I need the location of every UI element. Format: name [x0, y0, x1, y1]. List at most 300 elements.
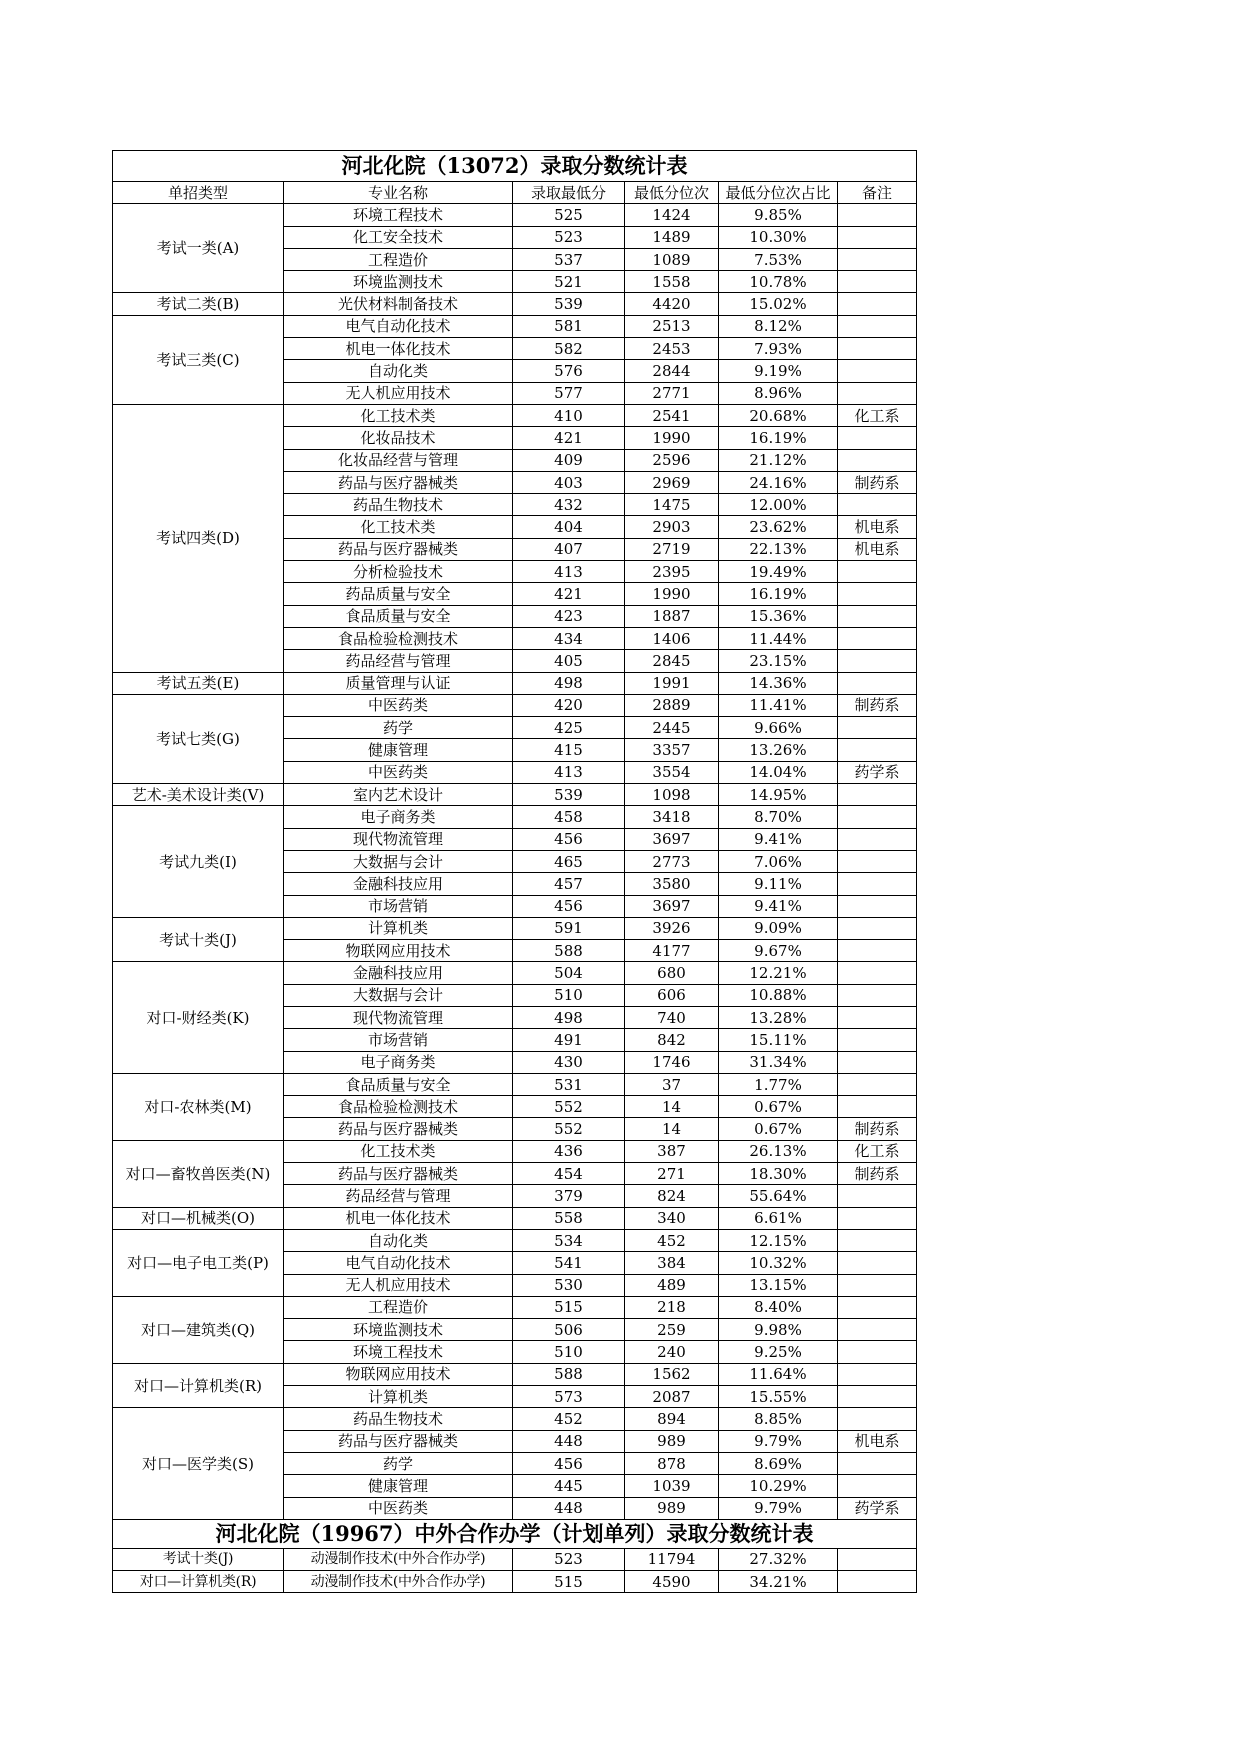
- rank-cell: 842: [625, 1029, 719, 1051]
- min-score-cell: 448: [513, 1430, 625, 1452]
- major-cell: 动漫制作技术(中外合作办学): [284, 1571, 513, 1593]
- rank-ratio-cell: 16.19%: [719, 583, 838, 605]
- min-score-cell: 498: [513, 672, 625, 694]
- rank-ratio-cell: 7.93%: [719, 338, 838, 360]
- rank-ratio-cell: 10.32%: [719, 1252, 838, 1274]
- table-row: [113, 694, 917, 716]
- rank-ratio-cell: 12.00%: [719, 494, 838, 516]
- min-score-cell: 456: [513, 828, 625, 850]
- note-cell: [838, 427, 917, 449]
- category-cell: 考试九类(I): [113, 806, 284, 917]
- min-score-cell: 454: [513, 1163, 625, 1185]
- category-cell: 对口-农林类(M): [113, 1073, 284, 1140]
- min-score-cell: 541: [513, 1252, 625, 1274]
- rank-ratio-cell: 9.79%: [719, 1497, 838, 1519]
- table-row: [113, 315, 917, 337]
- header-cell: 最低分位次: [625, 182, 719, 204]
- major-cell: 药品生物技术: [284, 494, 513, 516]
- rank-cell: 387: [625, 1140, 719, 1162]
- major-cell: 现代物流管理: [284, 1006, 513, 1028]
- rank-cell: 2596: [625, 449, 719, 471]
- note-cell: 制药系: [838, 694, 917, 716]
- major-cell: 大数据与会计: [284, 850, 513, 872]
- major-cell: 食品检验检测技术: [284, 1096, 513, 1118]
- note-cell: [838, 1296, 917, 1318]
- major-cell: 工程造价: [284, 248, 513, 270]
- note-cell: [838, 293, 917, 315]
- rank-cell: 1746: [625, 1051, 719, 1073]
- rank-cell: 3580: [625, 873, 719, 895]
- rank-ratio-cell: 9.41%: [719, 895, 838, 917]
- rank-ratio-cell: 11.44%: [719, 627, 838, 649]
- rank-cell: 2903: [625, 516, 719, 538]
- table-row: [113, 1207, 917, 1229]
- rank-ratio-cell: 9.66%: [719, 717, 838, 739]
- note-cell: [838, 917, 917, 939]
- rank-cell: 3697: [625, 895, 719, 917]
- rank-cell: 1089: [625, 248, 719, 270]
- major-cell: 环境监测技术: [284, 271, 513, 293]
- rank-cell: 878: [625, 1452, 719, 1474]
- category-cell: 考试二类(B): [113, 293, 284, 315]
- major-cell: 药品与医疗器械类: [284, 538, 513, 560]
- rank-cell: 37: [625, 1073, 719, 1095]
- note-cell: [838, 1229, 917, 1251]
- major-cell: 室内艺术设计: [284, 784, 513, 806]
- min-score-cell: 515: [513, 1571, 625, 1593]
- header-cell: 专业名称: [284, 182, 513, 204]
- rank-cell: 3418: [625, 806, 719, 828]
- rank-ratio-cell: 9.11%: [719, 873, 838, 895]
- category-cell: 艺术-美术设计类(V): [113, 784, 284, 806]
- min-score-cell: 576: [513, 360, 625, 382]
- rank-cell: 271: [625, 1163, 719, 1185]
- table-row: [113, 1548, 917, 1570]
- rank-cell: 1990: [625, 583, 719, 605]
- rank-ratio-cell: 13.28%: [719, 1006, 838, 1028]
- note-cell: [838, 1252, 917, 1274]
- rank-ratio-cell: 10.29%: [719, 1475, 838, 1497]
- note-cell: [838, 1207, 917, 1229]
- rank-cell: 2771: [625, 382, 719, 404]
- note-cell: [838, 1408, 917, 1430]
- min-score-cell: 410: [513, 404, 625, 426]
- table-row: [113, 672, 917, 694]
- major-cell: 动漫制作技术(中外合作办学): [284, 1548, 513, 1570]
- major-cell: 化妆品经营与管理: [284, 449, 513, 471]
- category-cell: 考试三类(C): [113, 315, 284, 404]
- score-sheet: [112, 150, 916, 1593]
- note-cell: [838, 1386, 917, 1408]
- rank-ratio-cell: 27.32%: [719, 1548, 838, 1570]
- note-cell: [838, 1073, 917, 1095]
- rank-cell: 1406: [625, 627, 719, 649]
- rank-ratio-cell: 22.13%: [719, 538, 838, 560]
- min-score-cell: 531: [513, 1073, 625, 1095]
- major-cell: 自动化类: [284, 360, 513, 382]
- category-cell: 对口-财经类(K): [113, 962, 284, 1073]
- rank-ratio-cell: 12.21%: [719, 962, 838, 984]
- min-score-cell: 534: [513, 1229, 625, 1251]
- min-score-cell: 523: [513, 1548, 625, 1570]
- major-cell: 化工安全技术: [284, 226, 513, 248]
- table-row: [113, 784, 917, 806]
- major-cell: 药品质量与安全: [284, 583, 513, 605]
- rank-ratio-cell: 9.85%: [719, 204, 838, 226]
- rank-ratio-cell: 10.30%: [719, 226, 838, 248]
- major-cell: 中医药类: [284, 694, 513, 716]
- rank-ratio-cell: 11.64%: [719, 1363, 838, 1385]
- note-cell: 制药系: [838, 1118, 917, 1140]
- rank-cell: 11794: [625, 1548, 719, 1570]
- min-score-cell: 434: [513, 627, 625, 649]
- rank-ratio-cell: 19.49%: [719, 561, 838, 583]
- min-score-cell: 539: [513, 293, 625, 315]
- table-row: [113, 1140, 917, 1162]
- major-cell: 化工技术类: [284, 1140, 513, 1162]
- rank-ratio-cell: 23.15%: [719, 650, 838, 672]
- rank-ratio-cell: 13.26%: [719, 739, 838, 761]
- note-cell: [838, 850, 917, 872]
- note-cell: [838, 650, 917, 672]
- min-score-cell: 458: [513, 806, 625, 828]
- rank-cell: 1990: [625, 427, 719, 449]
- category-cell: 对口—计算机类(R): [113, 1571, 284, 1593]
- rank-ratio-cell: 9.25%: [719, 1341, 838, 1363]
- note-cell: [838, 315, 917, 337]
- min-score-cell: 588: [513, 1363, 625, 1385]
- header-row: [113, 182, 917, 204]
- major-cell: 大数据与会计: [284, 984, 513, 1006]
- rank-ratio-cell: 24.16%: [719, 471, 838, 493]
- rank-ratio-cell: 8.40%: [719, 1296, 838, 1318]
- min-score-cell: 591: [513, 917, 625, 939]
- major-cell: 物联网应用技术: [284, 940, 513, 962]
- header-cell: 最低分位次占比: [719, 182, 838, 204]
- rank-cell: 989: [625, 1430, 719, 1452]
- min-score-cell: 552: [513, 1118, 625, 1140]
- rank-ratio-cell: 9.98%: [719, 1319, 838, 1341]
- major-cell: 药品与医疗器械类: [284, 1430, 513, 1452]
- rank-cell: 824: [625, 1185, 719, 1207]
- table-row: [113, 293, 917, 315]
- major-cell: 食品质量与安全: [284, 605, 513, 627]
- min-score-cell: 465: [513, 850, 625, 872]
- min-score-cell: 448: [513, 1497, 625, 1519]
- note-cell: 制药系: [838, 1163, 917, 1185]
- rank-ratio-cell: 8.12%: [719, 315, 838, 337]
- rank-cell: 606: [625, 984, 719, 1006]
- rank-cell: 1098: [625, 784, 719, 806]
- note-cell: [838, 494, 917, 516]
- min-score-cell: 530: [513, 1274, 625, 1296]
- major-cell: 中医药类: [284, 1497, 513, 1519]
- note-cell: [838, 583, 917, 605]
- note-cell: [838, 1274, 917, 1296]
- rank-ratio-cell: 23.62%: [719, 516, 838, 538]
- rank-cell: 2453: [625, 338, 719, 360]
- note-cell: 机电系: [838, 516, 917, 538]
- rank-cell: 1562: [625, 1363, 719, 1385]
- note-cell: [838, 984, 917, 1006]
- note-cell: [838, 895, 917, 917]
- rank-ratio-cell: 16.19%: [719, 427, 838, 449]
- rank-ratio-cell: 20.68%: [719, 404, 838, 426]
- min-score-cell: 523: [513, 226, 625, 248]
- major-cell: 药学: [284, 1452, 513, 1474]
- table-row: [113, 806, 917, 828]
- rank-ratio-cell: 55.64%: [719, 1185, 838, 1207]
- rank-cell: 2445: [625, 717, 719, 739]
- major-cell: 食品质量与安全: [284, 1073, 513, 1095]
- min-score-cell: 421: [513, 583, 625, 605]
- major-cell: 电子商务类: [284, 1051, 513, 1073]
- note-cell: [838, 449, 917, 471]
- table-row: [113, 1073, 917, 1095]
- major-cell: 金融科技应用: [284, 873, 513, 895]
- major-cell: 环境工程技术: [284, 204, 513, 226]
- note-cell: [838, 627, 917, 649]
- note-cell: [838, 382, 917, 404]
- rank-cell: 1039: [625, 1475, 719, 1497]
- rank-ratio-cell: 13.15%: [719, 1274, 838, 1296]
- note-cell: [838, 739, 917, 761]
- table-row: [113, 204, 917, 226]
- rank-cell: 2513: [625, 315, 719, 337]
- note-cell: [838, 271, 917, 293]
- major-cell: 电气自动化技术: [284, 1252, 513, 1274]
- min-score-cell: 573: [513, 1386, 625, 1408]
- note-cell: [838, 806, 917, 828]
- min-score-cell: 588: [513, 940, 625, 962]
- min-score-cell: 407: [513, 538, 625, 560]
- note-cell: [838, 1571, 917, 1593]
- note-cell: [838, 561, 917, 583]
- major-cell: 电子商务类: [284, 806, 513, 828]
- min-score-cell: 425: [513, 717, 625, 739]
- min-score-cell: 421: [513, 427, 625, 449]
- rank-cell: 740: [625, 1006, 719, 1028]
- note-cell: 机电系: [838, 1430, 917, 1452]
- rank-cell: 489: [625, 1274, 719, 1296]
- note-cell: [838, 1341, 917, 1363]
- note-cell: [838, 605, 917, 627]
- major-cell: 药品经营与管理: [284, 1185, 513, 1207]
- major-cell: 电气自动化技术: [284, 315, 513, 337]
- rank-ratio-cell: 8.69%: [719, 1452, 838, 1474]
- rank-ratio-cell: 7.06%: [719, 850, 838, 872]
- header-cell: 单招类型: [113, 182, 284, 204]
- rank-cell: 1558: [625, 271, 719, 293]
- major-cell: 现代物流管理: [284, 828, 513, 850]
- major-cell: 健康管理: [284, 739, 513, 761]
- min-score-cell: 379: [513, 1185, 625, 1207]
- rank-cell: 2844: [625, 360, 719, 382]
- header-cell: 备注: [838, 182, 917, 204]
- rank-ratio-cell: 21.12%: [719, 449, 838, 471]
- table-title-2: 河北化院（19967）中外合作办学（计划单列）录取分数统计表: [113, 1519, 917, 1548]
- admission-score-table: [112, 150, 917, 1593]
- min-score-cell: 558: [513, 1207, 625, 1229]
- rank-ratio-cell: 26.13%: [719, 1140, 838, 1162]
- min-score-cell: 525: [513, 204, 625, 226]
- major-cell: 金融科技应用: [284, 962, 513, 984]
- note-cell: 药学系: [838, 761, 917, 783]
- rank-cell: 2773: [625, 850, 719, 872]
- rank-ratio-cell: 8.70%: [719, 806, 838, 828]
- rank-ratio-cell: 14.04%: [719, 761, 838, 783]
- rank-cell: 3357: [625, 739, 719, 761]
- major-cell: 计算机类: [284, 1386, 513, 1408]
- note-cell: [838, 1452, 917, 1474]
- min-score-cell: 432: [513, 494, 625, 516]
- min-score-cell: 552: [513, 1096, 625, 1118]
- rank-ratio-cell: 7.53%: [719, 248, 838, 270]
- note-cell: [838, 1319, 917, 1341]
- rank-ratio-cell: 8.96%: [719, 382, 838, 404]
- note-cell: 制药系: [838, 471, 917, 493]
- major-cell: 分析检验技术: [284, 561, 513, 583]
- rank-ratio-cell: 14.95%: [719, 784, 838, 806]
- rank-ratio-cell: 34.21%: [719, 1571, 838, 1593]
- rank-cell: 680: [625, 962, 719, 984]
- category-cell: 考试七类(G): [113, 694, 284, 783]
- major-cell: 市场营销: [284, 1029, 513, 1051]
- rank-ratio-cell: 18.30%: [719, 1163, 838, 1185]
- category-cell: 考试五类(E): [113, 672, 284, 694]
- min-score-cell: 413: [513, 761, 625, 783]
- table-row: [113, 1296, 917, 1318]
- min-score-cell: 581: [513, 315, 625, 337]
- note-cell: [838, 1548, 917, 1570]
- note-cell: [838, 962, 917, 984]
- min-score-cell: 423: [513, 605, 625, 627]
- rank-cell: 1991: [625, 672, 719, 694]
- rank-cell: 14: [625, 1118, 719, 1140]
- note-cell: 机电系: [838, 538, 917, 560]
- major-cell: 光伏材料制备技术: [284, 293, 513, 315]
- min-score-cell: 456: [513, 895, 625, 917]
- min-score-cell: 403: [513, 471, 625, 493]
- rank-cell: 2845: [625, 650, 719, 672]
- major-cell: 工程造价: [284, 1296, 513, 1318]
- rank-cell: 14: [625, 1096, 719, 1118]
- rank-ratio-cell: 6.61%: [719, 1207, 838, 1229]
- note-cell: [838, 360, 917, 382]
- min-score-cell: 521: [513, 271, 625, 293]
- major-cell: 自动化类: [284, 1229, 513, 1251]
- note-cell: [838, 873, 917, 895]
- header-cell: 录取最低分: [513, 182, 625, 204]
- rank-cell: 3697: [625, 828, 719, 850]
- note-cell: [838, 717, 917, 739]
- rank-cell: 259: [625, 1319, 719, 1341]
- note-cell: [838, 1029, 917, 1051]
- table-row: [113, 917, 917, 939]
- rank-ratio-cell: 12.15%: [719, 1229, 838, 1251]
- rank-ratio-cell: 15.11%: [719, 1029, 838, 1051]
- note-cell: [838, 1096, 917, 1118]
- major-cell: 质量管理与认证: [284, 672, 513, 694]
- rank-ratio-cell: 9.41%: [719, 828, 838, 850]
- rank-cell: 2395: [625, 561, 719, 583]
- min-score-cell: 452: [513, 1408, 625, 1430]
- rank-cell: 4177: [625, 940, 719, 962]
- major-cell: 药学: [284, 717, 513, 739]
- note-cell: 化工系: [838, 404, 917, 426]
- min-score-cell: 504: [513, 962, 625, 984]
- min-score-cell: 577: [513, 382, 625, 404]
- table-row: [113, 962, 917, 984]
- min-score-cell: 510: [513, 984, 625, 1006]
- major-cell: 健康管理: [284, 1475, 513, 1497]
- note-cell: [838, 1475, 917, 1497]
- major-cell: 机电一体化技术: [284, 338, 513, 360]
- min-score-cell: 445: [513, 1475, 625, 1497]
- category-cell: 对口—电子电工类(P): [113, 1229, 284, 1296]
- rank-ratio-cell: 15.36%: [719, 605, 838, 627]
- major-cell: 机电一体化技术: [284, 1207, 513, 1229]
- min-score-cell: 415: [513, 739, 625, 761]
- min-score-cell: 506: [513, 1319, 625, 1341]
- title-row: [113, 151, 917, 182]
- min-score-cell: 413: [513, 561, 625, 583]
- rank-cell: 1489: [625, 226, 719, 248]
- note-cell: [838, 248, 917, 270]
- min-score-cell: 404: [513, 516, 625, 538]
- rank-cell: 384: [625, 1252, 719, 1274]
- min-score-cell: 420: [513, 694, 625, 716]
- category-cell: 考试十类(J): [113, 917, 284, 962]
- category-cell: 对口—医学类(S): [113, 1408, 284, 1519]
- rank-ratio-cell: 10.78%: [719, 271, 838, 293]
- rank-cell: 3926: [625, 917, 719, 939]
- rank-cell: 894: [625, 1408, 719, 1430]
- major-cell: 药品经营与管理: [284, 650, 513, 672]
- min-score-cell: 539: [513, 784, 625, 806]
- major-cell: 计算机类: [284, 917, 513, 939]
- min-score-cell: 537: [513, 248, 625, 270]
- note-cell: 药学系: [838, 1497, 917, 1519]
- rank-cell: 1887: [625, 605, 719, 627]
- rank-cell: 2087: [625, 1386, 719, 1408]
- min-score-cell: 456: [513, 1452, 625, 1474]
- category-cell: 对口—计算机类(R): [113, 1363, 284, 1408]
- rank-ratio-cell: 9.67%: [719, 940, 838, 962]
- rank-cell: 2889: [625, 694, 719, 716]
- major-cell: 化妆品技术: [284, 427, 513, 449]
- table-row: [113, 1363, 917, 1385]
- min-score-cell: 582: [513, 338, 625, 360]
- rank-cell: 989: [625, 1497, 719, 1519]
- min-score-cell: 510: [513, 1341, 625, 1363]
- rank-cell: 2719: [625, 538, 719, 560]
- note-cell: [838, 784, 917, 806]
- rank-cell: 2969: [625, 471, 719, 493]
- note-cell: [838, 1006, 917, 1028]
- table-row: [113, 404, 917, 426]
- rank-ratio-cell: 0.67%: [719, 1118, 838, 1140]
- rank-cell: 1475: [625, 494, 719, 516]
- rank-cell: 1424: [625, 204, 719, 226]
- rank-cell: 218: [625, 1296, 719, 1318]
- note-cell: [838, 338, 917, 360]
- rank-ratio-cell: 11.41%: [719, 694, 838, 716]
- major-cell: 环境工程技术: [284, 1341, 513, 1363]
- category-cell: 对口—机械类(O): [113, 1207, 284, 1229]
- category-cell: 对口—畜牧兽医类(N): [113, 1140, 284, 1207]
- rank-ratio-cell: 15.55%: [719, 1386, 838, 1408]
